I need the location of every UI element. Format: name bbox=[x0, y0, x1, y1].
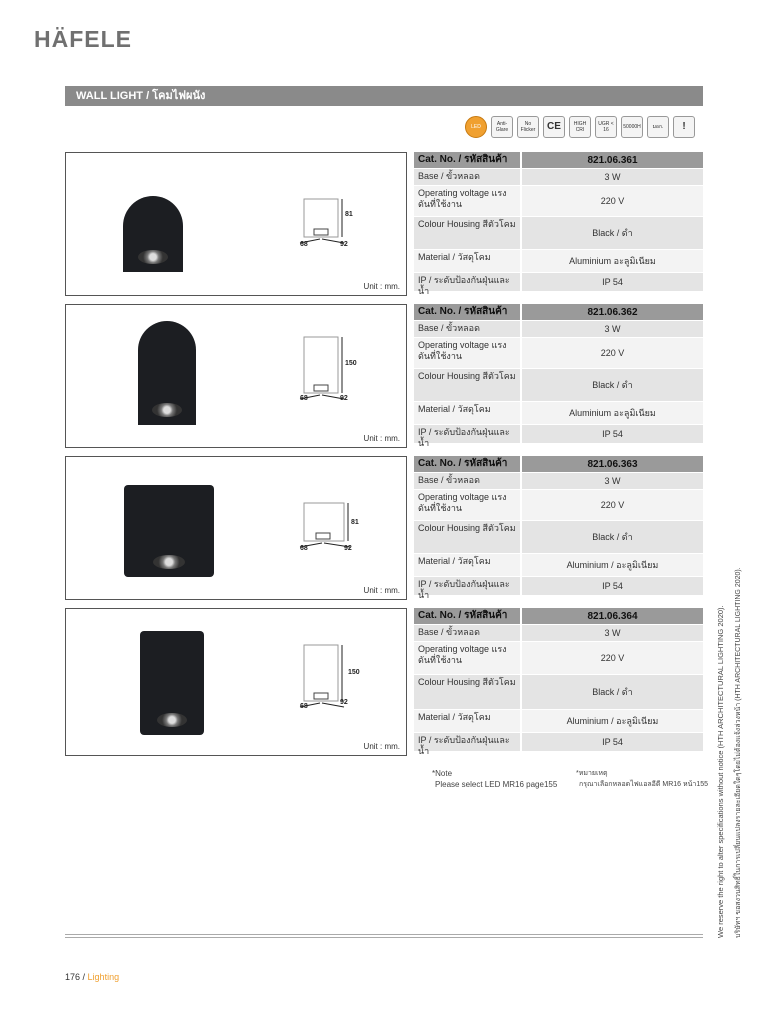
cat-no-label: Cat. No. / รหัสสินค้า bbox=[414, 152, 520, 168]
product-photo bbox=[124, 485, 214, 577]
dimension-width: 92 bbox=[340, 699, 348, 706]
colour-label: Colour Housing สีตัวโคม bbox=[414, 521, 520, 553]
dimension-depth: 68 bbox=[300, 545, 308, 552]
cat-no-value: 821.06.364 bbox=[522, 608, 703, 624]
note-th-text: กรุณาเลือกหลอดไฟแอลอีดี MR16 หน้า155 bbox=[579, 781, 709, 788]
voltage-label: Operating voltage แรงดันที่ใช้งาน bbox=[414, 490, 520, 520]
ip-value: IP 54 bbox=[522, 273, 703, 291]
voltage-label: Operating voltage แรงดันที่ใช้งาน bbox=[414, 186, 520, 216]
colour-value: Black / ดำ bbox=[522, 217, 703, 249]
product-image-box bbox=[65, 304, 407, 448]
base-value: 3 W bbox=[522, 625, 703, 641]
base-label: Base / ขั้วหลอด bbox=[414, 625, 520, 641]
voltage-value: 220 V bbox=[522, 490, 703, 520]
section-title: WALL LIGHT / โคมไฟผนัง bbox=[65, 86, 703, 106]
spec-table bbox=[414, 608, 703, 756]
warning-icon: ! bbox=[673, 116, 695, 138]
base-label: Base / ขั้วหลอด bbox=[414, 473, 520, 489]
dimension-width: 92 bbox=[344, 545, 352, 552]
note-thai bbox=[576, 768, 708, 790]
dimension-height: 150 bbox=[345, 360, 357, 367]
cat-no-label: Cat. No. / รหัสสินค้า bbox=[414, 456, 520, 472]
product-card bbox=[65, 456, 703, 600]
cat-no-value: 821.06.363 bbox=[522, 456, 703, 472]
dimension-width: 92 bbox=[340, 395, 348, 402]
spec-table bbox=[414, 152, 703, 296]
product-photo bbox=[138, 321, 196, 425]
brand-logo: HÄFELE bbox=[34, 26, 132, 52]
dimension-height: 150 bbox=[348, 669, 360, 676]
page-number: 176 / bbox=[65, 972, 86, 982]
ip-label: IP / ระดับป้องกันฝุ่นและน้ำ bbox=[414, 733, 520, 751]
spec-table bbox=[414, 304, 703, 448]
material-label: Material / วัสดุโคม bbox=[414, 402, 520, 424]
colour-value: Black / ดำ bbox=[522, 521, 703, 553]
colour-value: Black / ดำ bbox=[522, 369, 703, 401]
material-label: Material / วัสดุโคม bbox=[414, 710, 520, 732]
dimension-depth: 68 bbox=[300, 395, 308, 402]
page-footer bbox=[65, 972, 119, 982]
product-image-box bbox=[65, 152, 407, 296]
product-image-box bbox=[65, 456, 407, 600]
colour-label: Colour Housing สีตัวโคม bbox=[414, 369, 520, 401]
page-section: Lighting bbox=[87, 972, 120, 982]
no-flicker-icon: No Flicker bbox=[517, 116, 539, 138]
colour-value: Black / ดำ bbox=[522, 675, 703, 709]
material-value: Aluminium / อะลูมิเนียม bbox=[522, 554, 703, 576]
note-en-text: Please select LED MR16 page155 bbox=[435, 780, 558, 789]
anti-glare-icon: Anti-Glare bbox=[491, 116, 513, 138]
material-label: Material / วัสดุโคม bbox=[414, 554, 520, 576]
ip-label: IP / ระดับป้องกันฝุ่นและน้ำ bbox=[414, 273, 520, 291]
voltage-value: 220 V bbox=[522, 338, 703, 368]
ip-value: IP 54 bbox=[522, 577, 703, 595]
ip-value: IP 54 bbox=[522, 425, 703, 443]
note-th-title: *หมายเหตุ bbox=[576, 770, 608, 777]
material-value: Aluminium อะลูมิเนียม bbox=[522, 402, 703, 424]
dimension-height: 81 bbox=[351, 519, 359, 526]
ce-icon: CE bbox=[543, 116, 565, 138]
base-value: 3 W bbox=[522, 169, 703, 185]
base-value: 3 W bbox=[522, 473, 703, 489]
dimension-height: 81 bbox=[345, 211, 353, 218]
side-note-thai: บริษัทฯ ขอสงวนสิทธิ์ในการเปลี่ยนแปลงรายละเอียดใดๆโดยไม่ต้องแจ้งล่วงหน้า (HTH ARCHITECTURAL LIGHTING 2020). bbox=[735, 567, 742, 938]
product-photo bbox=[123, 196, 183, 272]
product-image-box bbox=[65, 608, 407, 756]
material-value: Aluminium / อะลูมิเนียม bbox=[522, 710, 703, 732]
unit-label: Unit : mm. bbox=[363, 434, 400, 443]
dimension-drawing bbox=[294, 331, 354, 405]
unit-label: Unit : mm. bbox=[363, 742, 400, 751]
base-label: Base / ขั้วหลอด bbox=[414, 321, 520, 337]
dimension-depth: 68 bbox=[300, 241, 308, 248]
note-en-title: *Note bbox=[432, 769, 453, 778]
base-label: Base / ขั้วหลอด bbox=[414, 169, 520, 185]
unit-label: Unit : mm. bbox=[363, 586, 400, 595]
colour-label: Colour Housing สีตัวโคม bbox=[414, 675, 520, 709]
ip-label: IP / ระดับป้องกันฝุ่นและน้ำ bbox=[414, 577, 520, 595]
tis-icon: มอก. bbox=[647, 116, 669, 138]
voltage-label: Operating voltage แรงดันที่ใช้งาน bbox=[414, 642, 520, 674]
cat-no-value: 821.06.362 bbox=[522, 304, 703, 320]
material-label: Material / วัสดุโคม bbox=[414, 250, 520, 272]
voltage-value: 220 V bbox=[522, 642, 703, 674]
spec-table bbox=[414, 456, 703, 600]
cat-no-label: Cat. No. / รหัสสินค้า bbox=[414, 304, 520, 320]
ip-label: IP / ระดับป้องกันฝุ่นและน้ำ bbox=[414, 425, 520, 443]
lifetime-icon: 50000H bbox=[621, 116, 643, 138]
base-value: 3 W bbox=[522, 321, 703, 337]
high-cri-icon: HIGH CRI bbox=[569, 116, 591, 138]
led-icon: LED bbox=[465, 116, 487, 138]
material-value: Aluminium อะลูมิเนียม bbox=[522, 250, 703, 272]
voltage-label: Operating voltage แรงดันที่ใช้งาน bbox=[414, 338, 520, 368]
dimension-depth: 68 bbox=[300, 703, 308, 710]
product-card bbox=[65, 304, 703, 448]
note-english bbox=[432, 768, 557, 790]
cat-no-value: 821.06.361 bbox=[522, 152, 703, 168]
cat-no-label: Cat. No. / รหัสสินค้า bbox=[414, 608, 520, 624]
ip-value: IP 54 bbox=[522, 733, 703, 751]
footer-divider bbox=[65, 934, 703, 938]
voltage-value: 220 V bbox=[522, 186, 703, 216]
colour-label: Colour Housing สีตัวโคม bbox=[414, 217, 520, 249]
product-photo bbox=[140, 631, 204, 735]
product-card bbox=[65, 608, 703, 756]
certification-icons bbox=[465, 116, 703, 140]
unit-label: Unit : mm. bbox=[363, 282, 400, 291]
product-card bbox=[65, 152, 703, 296]
dimension-width: 92 bbox=[340, 241, 348, 248]
ugr-icon: UGR < 16 bbox=[595, 116, 617, 138]
side-note-english: We reserve the right to alter specifications without notice (HTH ARCHITECTURAL LIGHTING 2020). bbox=[716, 605, 725, 938]
